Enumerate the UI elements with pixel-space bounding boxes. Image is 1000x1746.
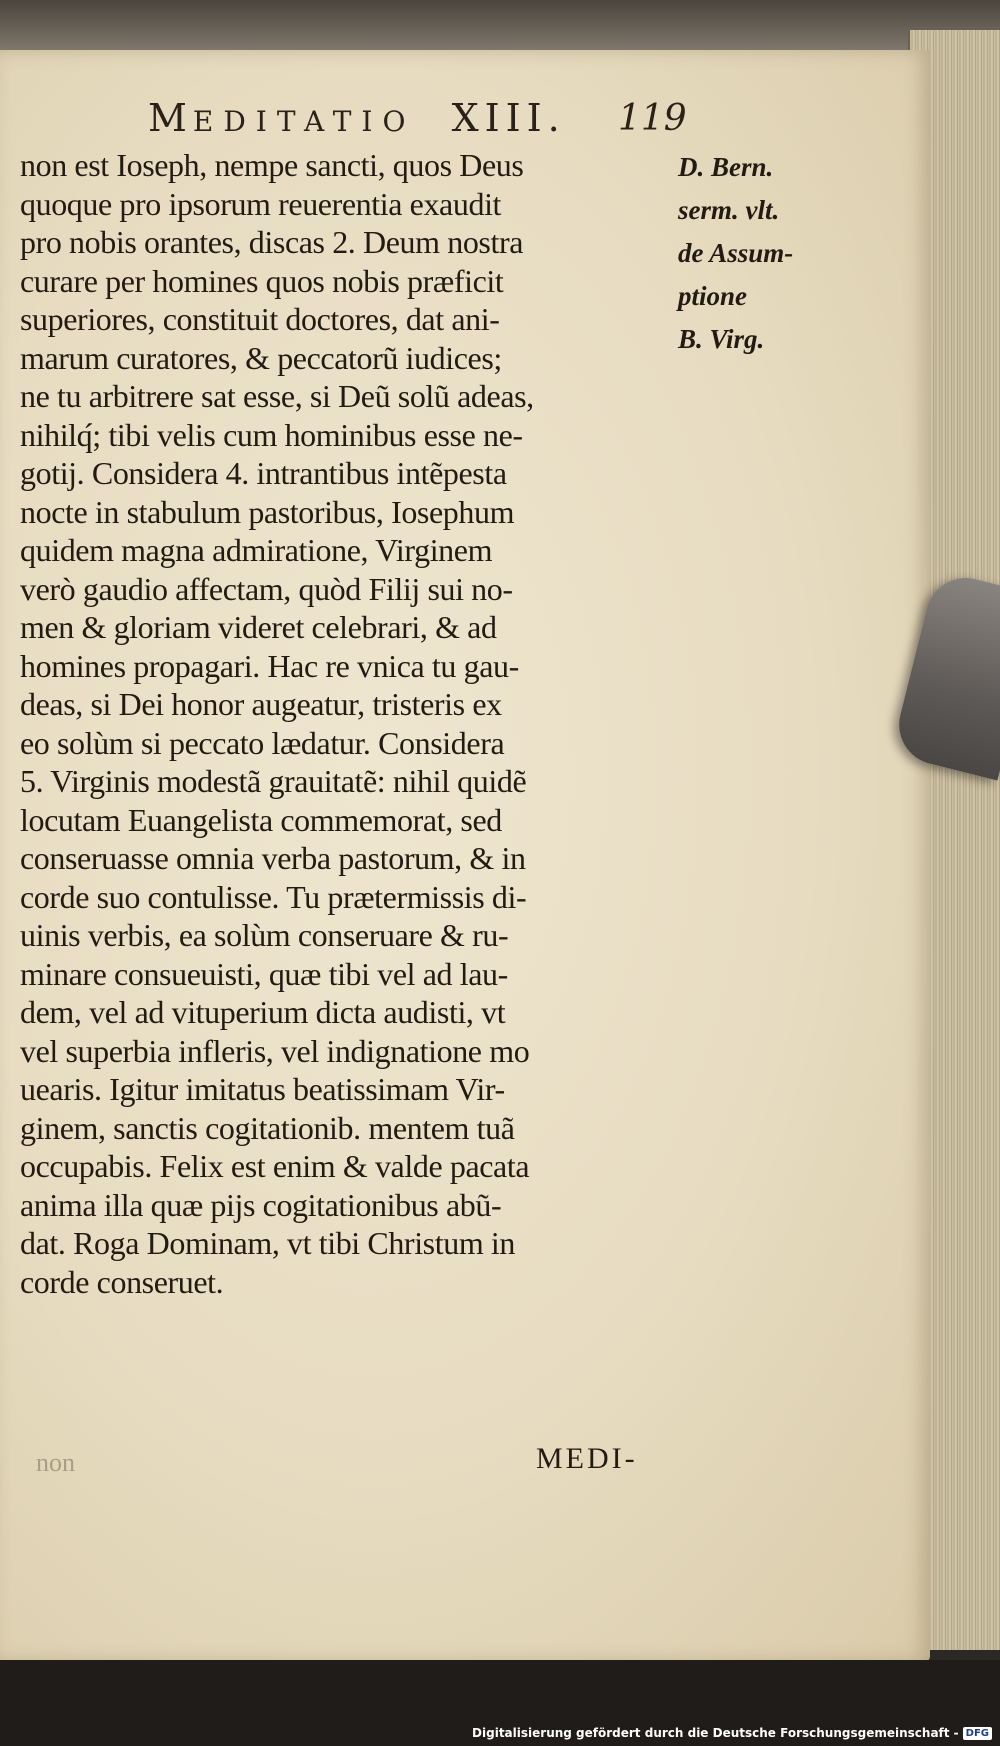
text-line: homines propagari. Hac re vnica tu gau- — [20, 647, 519, 684]
text-line: quidem magna admiratione, Virginem — [20, 532, 493, 568]
text-line: nocte in stabulum pastoribus, Iosephum — [20, 493, 515, 530]
credit-text: Digitalisierung gefördert durch die Deutsche Forschungsgemeinschaft - — [472, 1726, 959, 1740]
margin-note: B. Virg. — [678, 324, 765, 354]
text-line: verò gaudio affectam, quòd Filij sui no- — [20, 570, 513, 607]
text-line: corde conseruet. — [20, 1263, 224, 1300]
text-line: pro nobis orantes, discas 2. Deum nostra — [20, 224, 524, 260]
running-head — [148, 96, 566, 140]
meditation-number: XIII. — [451, 96, 566, 140]
text-line: eo solùm si peccato lædatur. Considera — [20, 724, 505, 761]
text-line: dem, vel ad vituperium dicta audisti, vt — [20, 994, 506, 1030]
text-line: conseruasse omnia verba pastorum, & in — [20, 840, 526, 876]
text-line: 5. Virginis modestã grauitatẽ: nihil quidẽ — [20, 763, 527, 799]
margin-note: ptione — [678, 281, 748, 311]
text-line: locutam Euangelista commemorat, sed — [20, 801, 502, 838]
text-line: nihilq́; tibi velis cum hominibus esse ne- — [20, 416, 523, 453]
text-line: anima illa quæ pijs cogitationibus abũ- — [20, 1186, 502, 1223]
text-line: dat. Roga Dominam, vt tibi Christum in — [20, 1225, 516, 1261]
bleed-through-text: non — [36, 1448, 75, 1477]
text-line: quoque pro ipsorum reuerentia exaudit — [20, 185, 502, 222]
text-line: uinis verbis, ea solùm conseruare & ru- — [20, 917, 509, 953]
margin-note: serm. vlt. — [678, 195, 780, 225]
running-head-initial: M — [148, 96, 193, 140]
digitization-credit — [472, 1726, 992, 1740]
dfg-logo: DFG — [963, 1727, 992, 1740]
text-line: deas, si Dei honor augeatur, tristeris ex — [20, 686, 502, 722]
catchword: MEDI- — [536, 1442, 638, 1475]
text-line: men & gloriam videret celebrari, & ad — [20, 609, 497, 645]
text-line: uearis. Igitur imitatus beatissimam Vir- — [20, 1071, 505, 1107]
margin-note: de Assum- — [678, 238, 794, 268]
body-text — [20, 146, 670, 1301]
text-line: ginem, sanctis cogitationib. mentem tuã — [20, 1109, 515, 1146]
text-line: curare per homines quos nobis præficit — [20, 262, 504, 299]
text-line: superiores, constituit doctores, dat ani- — [20, 301, 500, 337]
running-head-title: EDITATIO — [192, 105, 416, 138]
text-line: ne tu arbitrere sat esse, si Deũ solũ adeas, — [20, 378, 534, 414]
text-line: marum curatores, & peccatorũ iudices; — [20, 339, 502, 376]
text-line: gotij. Considera 4. intrantibus intẽpesta — [20, 455, 507, 491]
text-line: non est Ioseph, nempe sancti, quos Deus — [20, 147, 524, 183]
margin-notes — [678, 146, 793, 361]
text-line: occupabis. Felix est enim & valde pacata — [20, 1148, 530, 1184]
text-line: vel superbia infleris, vel indignatione mo — [20, 1032, 530, 1069]
page-number: 119 — [618, 98, 687, 139]
text-line: corde suo contulisse. Tu prætermissis di- — [20, 878, 527, 915]
margin-note: D. Bern. — [678, 152, 774, 182]
text-line: minare consueuisti, quæ tibi vel ad lau- — [20, 955, 508, 992]
